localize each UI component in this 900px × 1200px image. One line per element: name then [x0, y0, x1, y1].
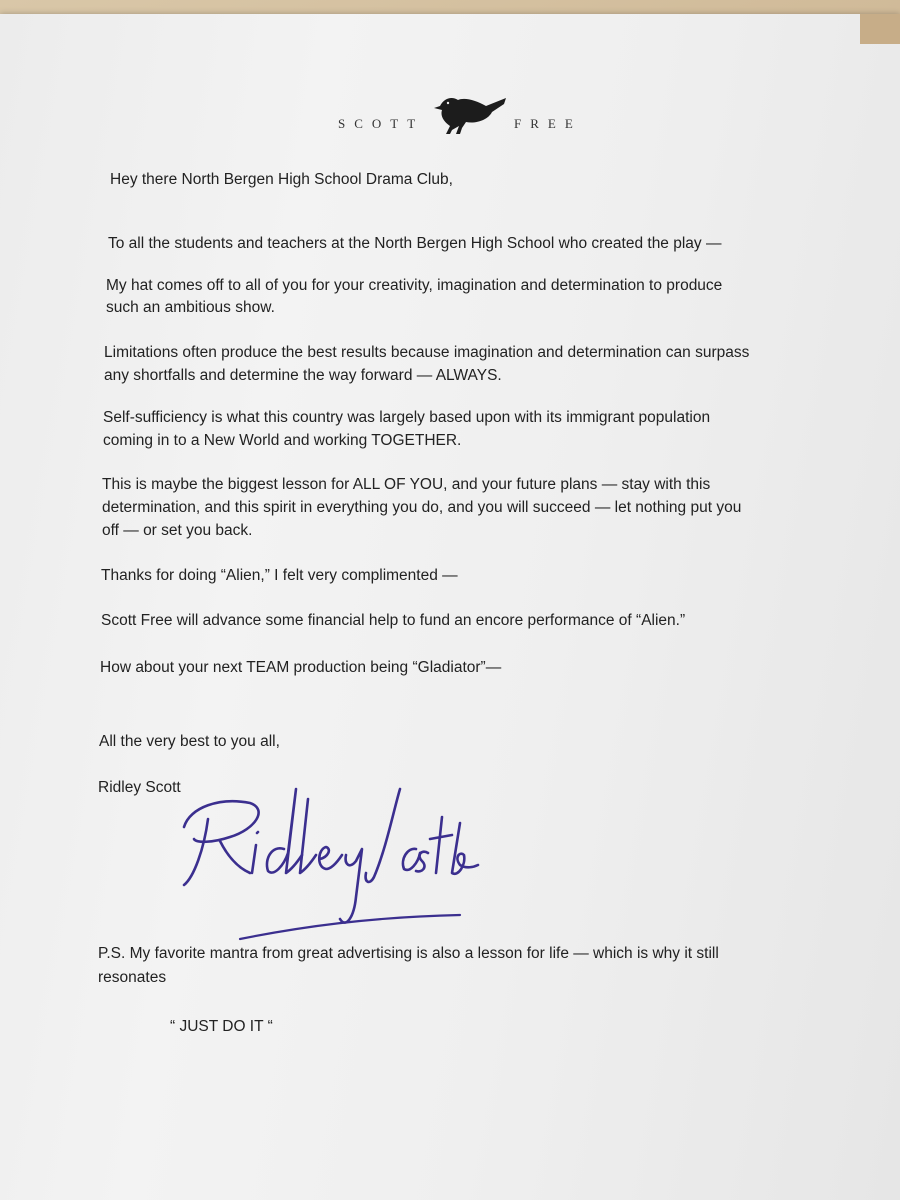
postscript-line-1: P.S. My favorite mantra from great advertising is also a lesson for life — which is why it still: [98, 945, 719, 962]
paragraph-3-line-2: any shortfalls and determine the way forward — ALWAYS.: [104, 367, 502, 384]
paragraph-4-line-1: Self-sufficiency is what this country was largely based upon with its immigrant population: [103, 409, 711, 426]
paragraph-8: How about your next TEAM production being “Gladiator”—: [100, 659, 502, 676]
signature: [160, 769, 480, 944]
paragraph-1: To all the students and teachers at the North Bergen High School who created the play —: [108, 235, 722, 252]
postscript-line-2: resonates: [98, 969, 167, 986]
paragraph-7: Scott Free will advance some financial help to fund an encore performance of “Alien.”: [101, 612, 686, 629]
sender-name: Ridley Scott: [98, 779, 181, 796]
paragraph-3-line-1: Limitations often produce the best results because imagination and determination can surpass: [104, 344, 750, 361]
letterhead: [0, 88, 900, 148]
paragraph-2-line-2: such an ambitious show.: [106, 299, 275, 316]
greeting: Hey there North Bergen High School Drama Club,: [110, 171, 453, 188]
paragraph-5-line-3: off — or set you back.: [102, 522, 253, 539]
table-corner: [860, 14, 900, 44]
closing: All the very best to you all,: [99, 733, 280, 750]
bird-icon: [430, 88, 508, 140]
letter-page: [0, 14, 900, 1200]
paragraph-2-line-1: My hat comes off to all of you for your creativity, imagination and determination to produce: [106, 277, 723, 294]
paragraph-5-line-1: This is maybe the biggest lesson for ALL OF YOU, and your future plans — stay with this: [102, 476, 711, 493]
letterhead-free: FREE: [514, 116, 582, 131]
paragraph-4-line-2: coming in to a New World and working TOGETHER.: [103, 432, 462, 449]
paragraph-5-line-2: determination, and this spirit in everything you do, and you will succeed — let nothing put you: [102, 499, 742, 516]
paragraph-6: Thanks for doing “Alien,” I felt very complimented —: [101, 567, 458, 584]
letterhead-scott: SCOTT: [338, 116, 425, 131]
quote: “ JUST DO IT “: [170, 1018, 273, 1035]
